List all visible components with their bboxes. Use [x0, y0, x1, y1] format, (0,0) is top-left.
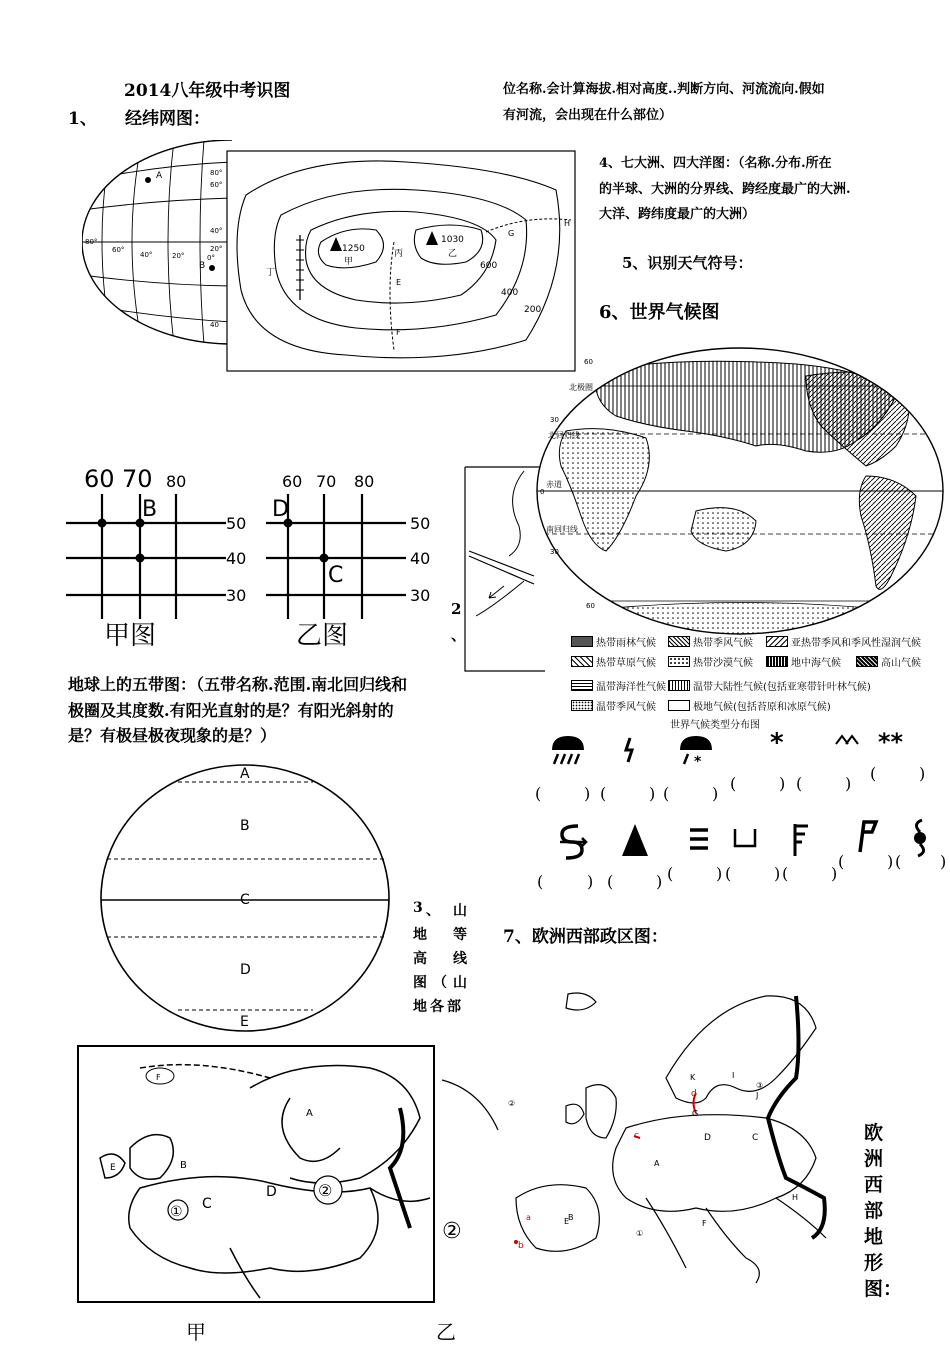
europe-political-map-right	[506, 988, 854, 1290]
legend-tropical-desert: 热带沙漠气候	[668, 654, 753, 669]
item6-label: 6、世界气候图	[599, 302, 720, 323]
five-zones-diagram	[98, 762, 393, 1034]
contour-400: 400	[501, 288, 519, 298]
lightning-icon	[622, 736, 638, 764]
grid-yi-top-70: 70	[316, 472, 337, 491]
eu-left-label-d: D	[266, 1184, 277, 1200]
eu-left-label-2: ②	[318, 1181, 333, 1200]
climate-map-caption: 世界气候类型分布图	[670, 720, 760, 731]
item4-line1: 4、七大洲、四大洋图：（名称.分布.所在	[599, 156, 832, 171]
grid-yi-top-80: 80	[354, 472, 375, 491]
point-f: F	[396, 328, 401, 337]
item1-number: 1、	[68, 109, 97, 129]
grid-yi-right-40: 40	[410, 549, 431, 568]
point-h: H	[564, 219, 571, 228]
eu-left-label-e: E	[110, 1163, 116, 1173]
grid-yi-right-50: 50	[410, 514, 431, 533]
five-zones-line3: 是？有极昼极夜现象的是？）	[68, 726, 277, 745]
zone-a: A	[240, 766, 250, 782]
globe-lat-40: 40°	[210, 227, 223, 235]
grid-yi-point-c: C	[328, 563, 344, 588]
zone-e: E	[240, 1014, 249, 1030]
five-zones-line1: 地球上的五带图：（五带名称.范围.南北回归线和	[68, 675, 408, 694]
eu-left-caption-yi: 乙	[436, 1320, 456, 1344]
climate-grid-0: 0	[540, 488, 545, 496]
snow-icon: *	[770, 728, 784, 758]
peak2-height: 1030	[441, 235, 464, 245]
globe-point-b: B	[199, 261, 206, 271]
contour-note-line2: 有河流，会出现在什么部位）	[503, 108, 673, 123]
frost-icon	[832, 732, 862, 748]
eu-right-label-i: I	[732, 1071, 735, 1080]
eu-left-caption-jia: 甲	[186, 1320, 206, 1344]
zone-b: B	[240, 818, 250, 834]
globe-point-a: A	[156, 171, 163, 181]
eu-left-label-1: ①	[170, 1204, 183, 1220]
river-diagram	[464, 466, 546, 672]
eu-right-label-2: ②	[508, 1099, 516, 1108]
sleet-cloud-icon	[676, 732, 716, 768]
climate-grid-60n: 60	[584, 358, 593, 366]
peak1-name: 甲	[344, 257, 354, 267]
rain-cloud-icon	[548, 732, 588, 768]
legend-tropical-savanna: 热带草原气候	[571, 654, 656, 669]
point-bing: 丙	[394, 249, 404, 259]
eu-right-label-k: K	[690, 1073, 696, 1082]
climate-grid-30n: 30	[550, 416, 559, 424]
page-title: 2014八年级中考识图	[124, 81, 291, 101]
eu-right-label-d: D	[704, 1133, 711, 1143]
point-ding: 丁	[266, 268, 276, 278]
zone-c: C	[240, 892, 250, 908]
eu-right-label-a-red: a	[526, 1213, 531, 1222]
globe-lat-80: 80°	[210, 169, 223, 177]
eu-right-label-b: B	[568, 1213, 574, 1222]
contour-note-line1: 位名称.会计算海拔.相对高度..判断方向、河流流向.假如	[503, 82, 825, 97]
world-climate-map	[536, 346, 944, 636]
globe-lat-60: 60°	[210, 181, 223, 189]
item3-num: 3	[413, 900, 423, 916]
eu-right-label-e: E	[564, 1217, 570, 1226]
grid-jia-top-60: 60	[84, 465, 115, 493]
legend-polar: 极地气候(包括苔原和冰原气候)	[668, 698, 831, 713]
hail-icon	[620, 822, 650, 858]
side-title-0: 欧	[864, 1122, 884, 1144]
grid-jia	[66, 464, 266, 654]
zone-d: D	[240, 962, 251, 978]
eu-right-label-c: C	[752, 1133, 759, 1143]
grid-yi-top-60: 60	[282, 472, 303, 491]
grid-yi-right-30: 30	[410, 586, 431, 605]
legend-highland: 高山气候	[856, 654, 921, 669]
point-e: E	[396, 278, 402, 287]
grid-jia-right-30: 30	[226, 586, 247, 605]
europe-political-map-left	[70, 1038, 440, 1306]
eu-right-label-3: ③	[756, 1081, 764, 1090]
point-g: G	[508, 229, 515, 238]
item1-label: 经纬网图：	[125, 109, 210, 129]
climate-lat-equator: 赤道	[546, 480, 562, 489]
eu-left-label-f: F	[156, 1073, 161, 1082]
river-num: 2	[451, 600, 462, 618]
eu-right-label-h: H	[792, 1193, 799, 1202]
eu-left-label-b: B	[180, 1160, 187, 1171]
eu-right-label-b-red: b	[518, 1241, 524, 1251]
river-sep: 、	[451, 626, 467, 644]
grid-jia-right-50: 50	[226, 514, 247, 533]
legend-temperate-monsoon: 温带季风气候	[571, 698, 656, 713]
legend-tropical-rainforest: 热带雨林气候	[571, 634, 656, 649]
eu-right-label-g: G	[692, 1109, 699, 1118]
legend-mediterranean: 地中海气候	[766, 654, 841, 669]
item4-line3: 大洋、跨纬度最广的大洲）	[599, 207, 756, 222]
side-title-6: 图：	[864, 1278, 903, 1300]
item3-sep: 、	[426, 903, 440, 919]
globe-lon-40: 40°	[140, 251, 153, 259]
contour-200: 200	[524, 305, 542, 315]
contour-map	[226, 150, 576, 372]
grid-jia-point-b: B	[142, 497, 158, 522]
globe-lon-60: 60°	[112, 246, 125, 254]
legend-temperate-marine: 温带海洋性气候	[571, 678, 666, 693]
calm-wind-icon	[732, 826, 758, 850]
legend-temperate-continental: 温带大陆性气候(包括亚寒带针叶林气候)	[668, 678, 871, 693]
wind-direction-icon	[854, 818, 880, 854]
grid-jia-caption: 甲图	[104, 621, 157, 651]
item7-label: 7、欧洲西部政区图：	[503, 927, 668, 947]
item4-line2: 的半球、大洲的分界线、跨经度最广的大洲.	[599, 182, 851, 197]
contour-600: 600	[480, 261, 498, 271]
globe-lat-20: 20°	[210, 245, 223, 253]
grid-yi-caption: 乙图	[296, 621, 349, 651]
wind-flag-icon	[790, 822, 812, 858]
item5-label: 5、识别天气符号：	[622, 254, 753, 272]
climate-grid-60s: 60	[586, 602, 595, 610]
side-title-5: 形	[864, 1252, 884, 1274]
grid-jia-top-70: 70	[122, 465, 153, 493]
globe-lon-20: 20°	[172, 252, 185, 260]
grid-yi-point-d: D	[272, 497, 289, 522]
side-title-4: 地	[864, 1226, 884, 1248]
eu-left-label-c: C	[202, 1196, 212, 1212]
eu-left-label-a: A	[306, 1108, 313, 1119]
eu-right-label-d-red: d	[691, 1089, 697, 1099]
side-title-3: 部	[864, 1200, 884, 1222]
eu-right-label-a: A	[654, 1159, 660, 1168]
peak2-name: 乙	[448, 249, 458, 259]
europe-left-partial	[440, 1070, 500, 1320]
eu-left-circled-2: ②	[442, 1219, 462, 1244]
eu-right-label-j: J	[756, 1091, 759, 1100]
svg-text:*: *	[694, 754, 702, 768]
globe-lon-0: 0°	[207, 254, 215, 262]
peak1-height: 1250	[342, 244, 365, 254]
globe-lat-extra: 40	[210, 321, 219, 329]
globe-lon-80: 80°	[85, 238, 98, 246]
legend-tropical-monsoon: 热带季风气候	[668, 634, 753, 649]
eu-right-label-1: ①	[636, 1229, 644, 1238]
climate-lat-tropic-s: 南回归线	[546, 525, 578, 534]
climate-grid-30s: 30	[550, 548, 559, 556]
climate-lat-tropic-n: 北回归线	[548, 431, 580, 440]
side-title-1: 洲	[864, 1148, 884, 1170]
legend-subtropical-monsoon: 亚热带季风和季风性湿润气候	[766, 634, 921, 649]
heavy-snow-icon: **	[878, 728, 904, 756]
eu-right-label-f: F	[702, 1219, 707, 1228]
grid-jia-top-80: 80	[166, 472, 187, 491]
climate-lat-arctic: 北极圈	[569, 383, 593, 392]
five-zones-line2: 极圈及其度数.有阳光直射的是？有阳光斜射的	[68, 701, 394, 720]
typhoon-icon	[908, 818, 932, 858]
fog-icon	[688, 826, 710, 854]
sandstorm-icon	[556, 820, 590, 864]
eu-right-label-c-red: c	[634, 1131, 639, 1141]
side-title-2: 西	[864, 1174, 884, 1196]
grid-jia-right-40: 40	[226, 549, 247, 568]
grid-yi	[266, 464, 446, 654]
